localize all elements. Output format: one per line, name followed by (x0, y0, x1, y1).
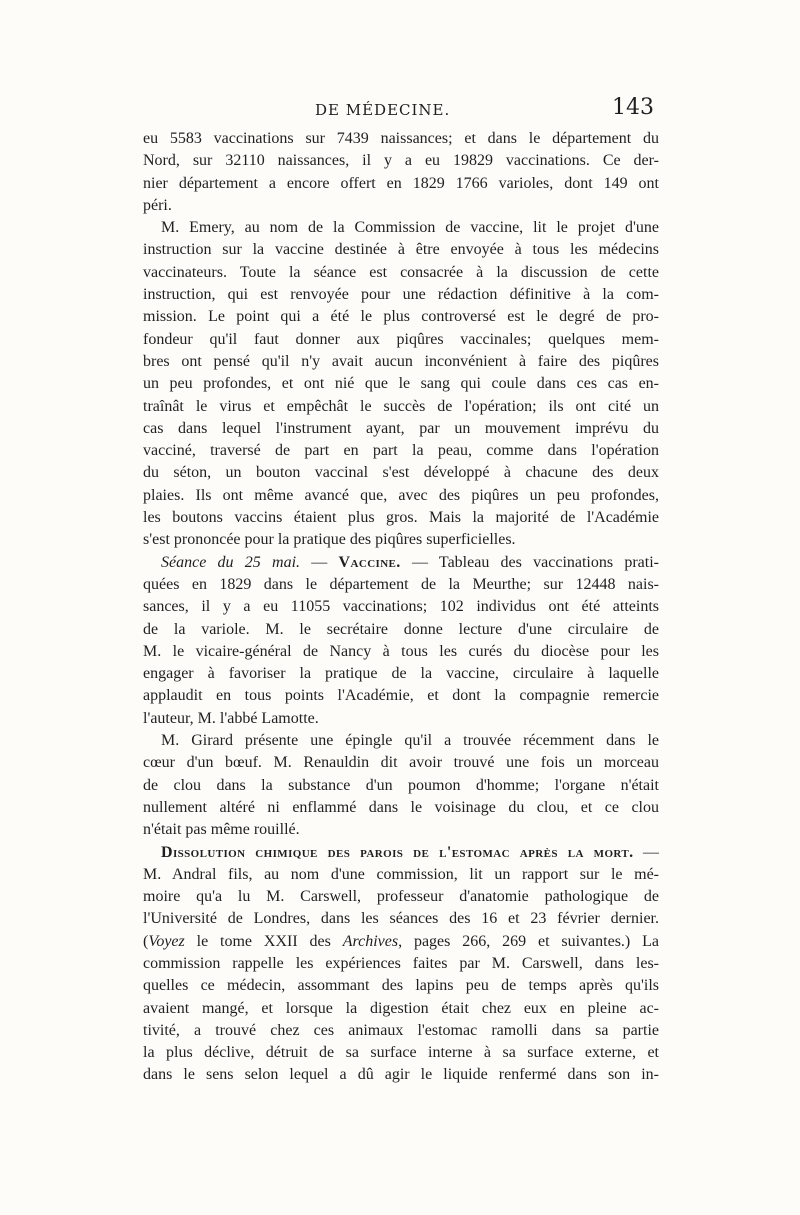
text-line: vacciné, traversé de part en part la peau, comme dans l'opération (143, 442, 659, 460)
text-line: M. Girard présente une épingle qu'il a trouvée récemment dans le (161, 732, 659, 750)
dash: — (633, 843, 659, 861)
text-line: n'était pas même rouillé. (143, 821, 300, 839)
text-line: applaudit en tous points l'Académie, et dont la compagnie remercie (143, 687, 659, 705)
text-line: nier département a encore offert en 1829 1766 varioles, dont 149 ont (143, 174, 659, 192)
text-line: quelles ce médecin, assommant des lapins peu de temps après qu'ils (143, 977, 659, 995)
text-line: péri. (143, 196, 172, 214)
text-line: sances, il y a eu 11055 vaccinations; 102 individus ont été atteints (143, 598, 659, 616)
text-line: instruction, qui est renvoyée pour une rédaction définitive à la com- (143, 286, 659, 304)
voyez-word: Voyez (148, 932, 185, 950)
text-line: un peu profondes, et ont nié que le sang qui coule dans ces cas en- (143, 375, 659, 393)
page-number: 143 (612, 95, 654, 120)
text-line: engager à favoriser la pratique de la vaccine, circulaire à laquelle (143, 665, 659, 683)
running-title: DE MÉDECINE. (315, 101, 451, 119)
text-line: nullement altéré ni enflammé dans le voisinage du clou, et ce clou (143, 798, 659, 816)
text-line: Nord, sur 32110 naissances, il y a eu 19829 vaccinations. Ce der- (143, 152, 659, 170)
text-line: l'Université de Londres, dans les séances des 16 et 23 février dernier. (143, 910, 659, 928)
text-line: de la variole. M. le secrétaire donne lecture d'une circulaire de (143, 620, 659, 638)
section-heading-dissolution: Dissolution chimique des parois de l'estomac après la mort. (161, 843, 634, 861)
text-line: M. Andral fils, au nom d'une commission, lit un rapport sur le mé- (143, 865, 659, 883)
text-line: les boutons vaccins étaient plus gros. Mais la majorité de l'Académie (143, 509, 659, 527)
text-line: fondeur qu'il faut donner aux piqûres vaccinales; quelques mem- (143, 330, 659, 348)
text-line (143, 842, 659, 864)
section-heading-vaccine: Vaccine. (338, 553, 401, 571)
text-fragment: , pages 266, 269 et suivantes.) La (398, 932, 659, 950)
text-line: commission rappelle les expériences faites par M. Carswell, dans les- (143, 954, 659, 972)
body-text (143, 128, 659, 1087)
text-line: bres ont pensé qu'il n'y avait aucun inconvénient à faire des piqûres (143, 352, 659, 370)
text-line: vaccinateurs. Toute la séance est consacrée à la discussion de cette (143, 263, 659, 281)
dash: — (300, 553, 339, 571)
text-line: cas dans lequel l'instrument ayant, par un mouvement imprévu du (143, 419, 659, 437)
text-line: traînât le virus et empêchât le succès de l'opération; ils ont cité un (143, 397, 659, 415)
text-line: M. le vicaire-général de Nancy à tous les curés du diocèse pour les (143, 642, 659, 660)
text-fragment: le tome XXII des (184, 932, 343, 950)
text-line: du séton, un bouton vaccinal s'est développé à chacune des deux (143, 464, 659, 482)
archives-title: Archives (342, 932, 399, 950)
text-line: l'auteur, M. l'abbé Lamotte. (143, 709, 319, 727)
text-line: cœur d'un bœuf. M. Renauldin dit avoir trouvé une fois un morceau (143, 754, 659, 772)
text-line: de clou dans la substance d'un poumon d'homme; l'organe n'était (143, 776, 659, 794)
text-line: quées en 1829 dans le département de la Meurthe; sur 12448 nais- (143, 575, 659, 593)
text-line (143, 552, 659, 574)
text-line: tivité, a trouvé chez ces animaux l'estomac ramolli dans sa partie (143, 1021, 659, 1039)
page-header (140, 95, 660, 125)
text-line: plaies. Ils ont même avancé que, avec des piqûres un peu profondes, (143, 486, 659, 504)
open-paren: ( (143, 932, 149, 950)
text-line: eu 5583 vaccinations sur 7439 naissances; et dans le département du (143, 130, 659, 147)
text-line: moire qu'a lu M. Carswell, professeur d'anatomie pathologique de (143, 888, 659, 906)
text-line: la plus déclive, détruit de sa surface interne à sa surface externe, et (143, 1044, 659, 1062)
session-date: Séance du 25 mai. (161, 553, 301, 571)
text-line: M. Emery, au nom de la Commission de vaccine, lit le projet d'une (161, 219, 659, 237)
text-line: avaient mangé, et lorsque la digestion était chez eux en pleine ac- (143, 999, 659, 1017)
text-line (143, 931, 659, 953)
text-line: instruction sur la vaccine destinée à être envoyée à tous les médecins (143, 241, 659, 259)
text-line: dans le sens selon lequel a dû agir le liquide renfermé dans son in- (143, 1066, 659, 1084)
text-line: mission. Le point qui a été le plus controversé est le degré de pro- (143, 308, 659, 326)
text-line: s'est prononcée pour la pratique des piqûres superficielles. (143, 531, 516, 549)
text-fragment: — Tableau des vaccinations prati- (400, 553, 659, 571)
